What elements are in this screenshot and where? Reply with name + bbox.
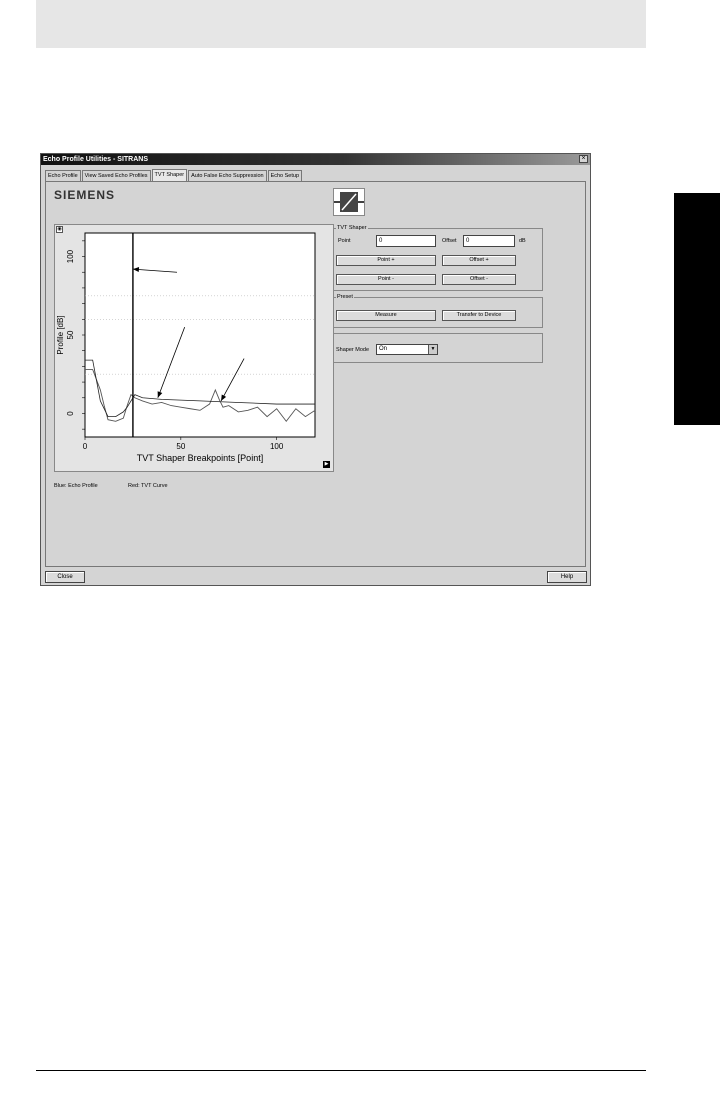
x-tick-label: 100: [269, 442, 284, 451]
app-window: [40, 153, 591, 586]
shaper-mode-select[interactable]: [376, 344, 438, 355]
tab-echo-profile[interactable]: Echo Profile: [45, 170, 81, 181]
offset-plus-button[interactable]: Offset +: [442, 255, 516, 266]
point-field[interactable]: 0: [376, 235, 436, 247]
y-tick-label: 50: [66, 330, 75, 340]
transfer-to-device-button[interactable]: Transfer to Device: [442, 310, 516, 321]
tab-auto-false-echo-suppression[interactable]: Auto False Echo Suppression: [188, 170, 266, 181]
tvt-chart[interactable]: [55, 225, 333, 471]
title-bar: [41, 154, 590, 165]
close-button[interactable]: Close: [45, 571, 85, 583]
shaper-mode-label: Shaper Mode: [336, 347, 370, 353]
point-label: Point: [338, 238, 351, 244]
shaper-mode-value: On: [379, 346, 388, 352]
y-tick-label: 100: [66, 249, 75, 264]
offset-field[interactable]: 0: [463, 235, 515, 247]
section-tab: [674, 193, 720, 425]
header-band: [36, 0, 646, 48]
device-icon: [333, 188, 365, 216]
x-tick-label: 0: [82, 442, 88, 451]
chart-options-icon[interactable]: ◉: [57, 226, 62, 232]
tab-echo-setup[interactable]: Echo Setup: [268, 170, 302, 181]
siemens-logo: SIEMENS: [54, 188, 116, 202]
x-axis-label: TVT Shaper Breakpoints [Point]: [136, 453, 264, 463]
offset-label: Offset: [442, 238, 457, 244]
offset-minus-button[interactable]: Offset -: [442, 274, 516, 285]
plot-area: [85, 233, 315, 437]
x-tick-label: 50: [176, 442, 186, 451]
close-window-icon[interactable]: ×: [579, 155, 588, 163]
measure-button[interactable]: Measure: [336, 310, 436, 321]
point-plus-button[interactable]: Point +: [336, 255, 436, 266]
page-bottom-rule: [36, 1070, 646, 1071]
tab-view-saved-echo-profiles[interactable]: View Saved Echo Profiles: [82, 170, 151, 181]
chart-end-icon[interactable]: ▶: [324, 461, 329, 467]
preset-group-label: Preset: [337, 294, 353, 300]
chevron-down-icon[interactable]: ▼: [428, 345, 437, 354]
chart-frame: [54, 224, 334, 472]
y-tick-label: 0: [66, 411, 75, 416]
help-button[interactable]: Help: [547, 571, 587, 583]
legend-red: Red: TVT Curve: [128, 483, 168, 489]
offset-unit: dB: [519, 238, 526, 244]
tab-strip: [45, 170, 303, 181]
tab-tvt-shaper[interactable]: TVT Shaper: [152, 169, 188, 181]
point-minus-button[interactable]: Point -: [336, 274, 436, 285]
window-title: Echo Profile Utilities - SITRANS: [43, 156, 149, 163]
legend-blue: Blue: Echo Profile: [54, 483, 98, 489]
tvt-shaper-group-label: TVT Shaper: [337, 225, 367, 231]
tab-panel: [45, 181, 586, 567]
y-axis-label: Profile [dB]: [56, 315, 65, 355]
